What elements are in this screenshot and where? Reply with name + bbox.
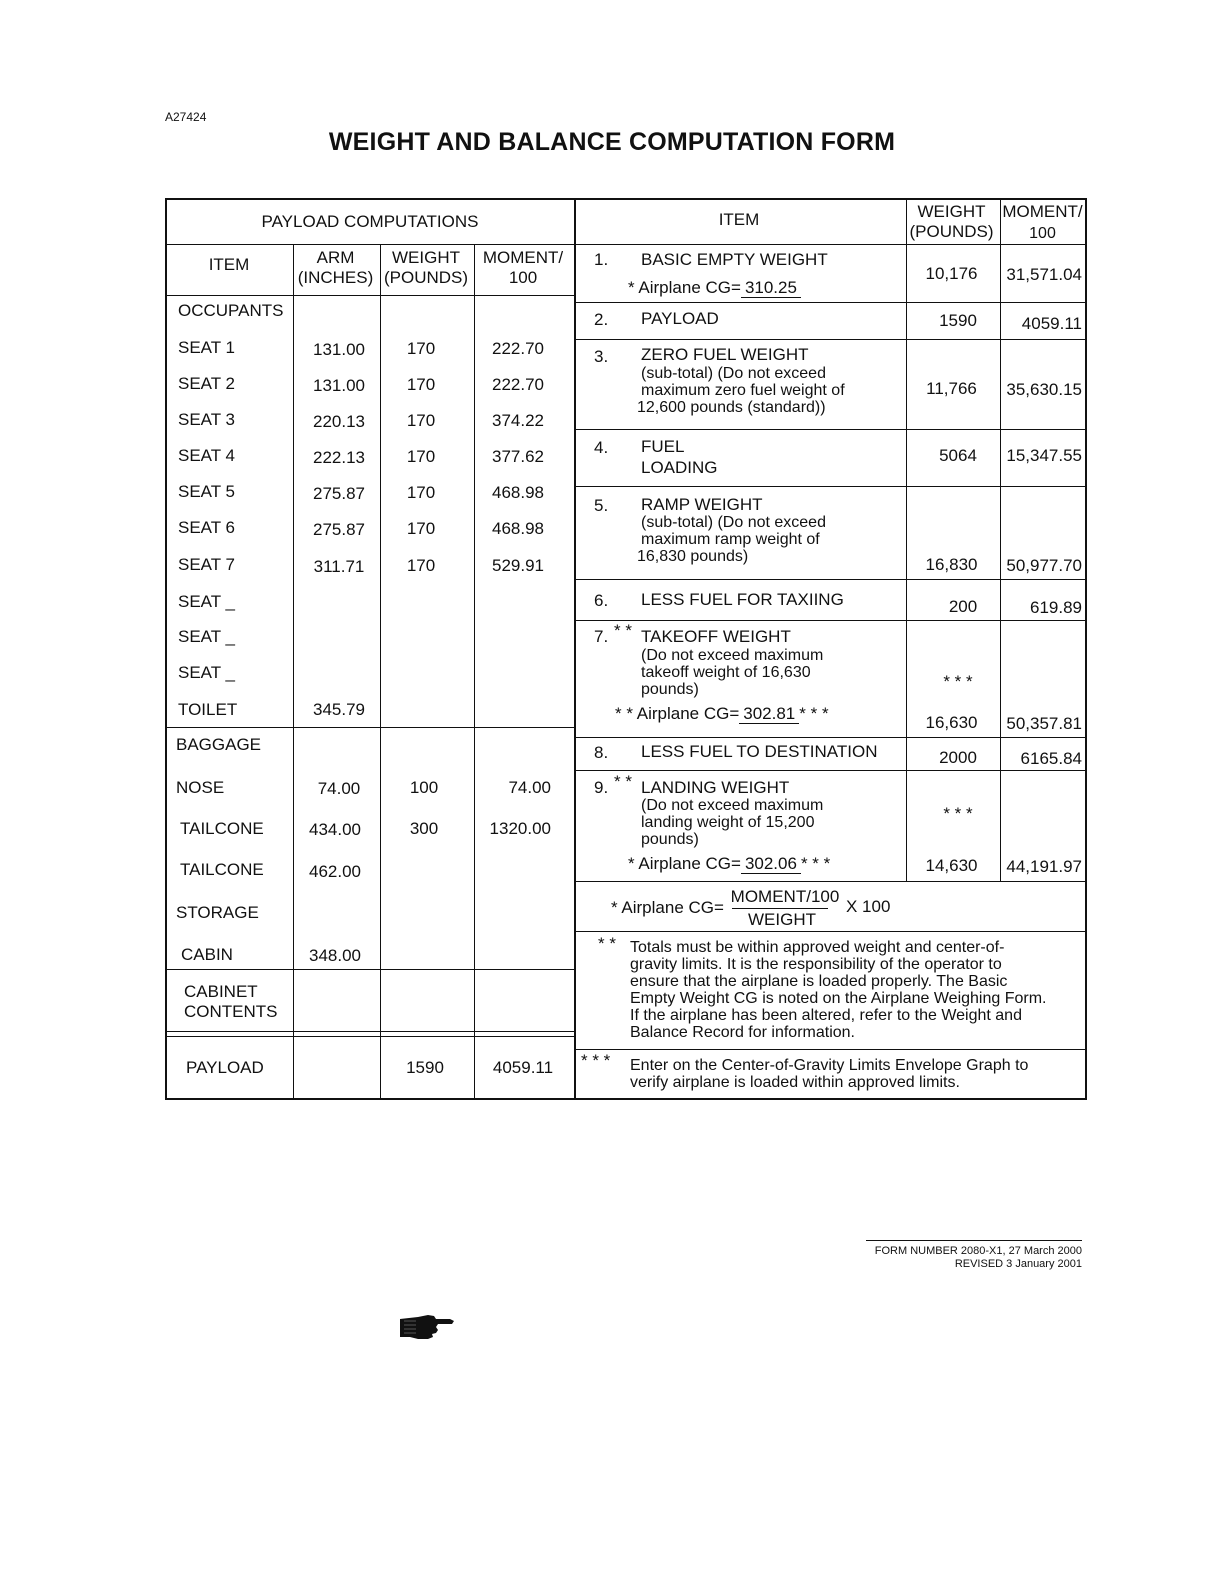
row-arm: 131.00 <box>313 376 365 395</box>
occupants-label: OCCUPANTS <box>178 301 284 320</box>
row-arm: 345.79 <box>313 700 365 719</box>
row-number: 8. <box>594 743 609 762</box>
payload-header-weight: WEIGHT <box>392 248 460 267</box>
row-moment: 4059.11 <box>1021 314 1082 333</box>
note-line: ensure that the airplane is loaded properly. The Basic <box>630 973 1008 990</box>
row-moment: 50,977.70 <box>1006 556 1082 575</box>
row-weight: 1590 <box>939 311 977 330</box>
revision-date: REVISED 3 January 2001 <box>954 1258 1082 1270</box>
row-weight: 170 <box>406 483 436 502</box>
row-note: (Do not exceed maximum <box>641 797 824 814</box>
row-item: SEAT 2 <box>178 374 236 393</box>
note-line: If the airplane has been altered, refer to the Weight and <box>630 1007 1022 1024</box>
cg-value: 302.81 <box>739 704 799 724</box>
row-number: 3. <box>594 347 609 366</box>
cabinet-contents-label: CONTENTS <box>184 1002 278 1021</box>
row-note: (sub-total) (Do not exceed <box>641 514 826 531</box>
row-note: pounds) <box>641 681 699 698</box>
row-item: SEAT 6 <box>178 518 236 537</box>
row-weight: 16,630 <box>925 713 978 732</box>
row-item: SEAT _ <box>178 663 236 682</box>
formula-prefix: * Airplane CG= <box>611 898 724 917</box>
row-weight: 170 <box>406 375 436 394</box>
row-weight: 170 <box>406 339 436 358</box>
summary-header-weight: WEIGHT <box>917 202 986 221</box>
weight-asterisks: * * * <box>943 672 973 691</box>
cg-suffix: * * * <box>800 854 831 873</box>
row-moment: 6165.84 <box>1020 749 1082 768</box>
row-label: FUEL <box>641 437 685 456</box>
row-label: LOADING <box>641 458 718 477</box>
row-item: TAILCONE <box>180 819 264 838</box>
row-label: ZERO FUEL WEIGHT <box>641 345 809 364</box>
form-number: FORM NUMBER 2080-X1, 27 March 2000 <box>874 1245 1082 1257</box>
row-note: 16,830 pounds) <box>637 548 749 565</box>
row-label: PAYLOAD <box>641 309 719 328</box>
row-moment: 222.70 <box>492 339 544 358</box>
row-moment: 468.98 <box>492 519 544 538</box>
row-moment: 74.00 <box>508 778 551 797</box>
row-moment: 35,630.15 <box>1006 380 1082 399</box>
row-number: 6. <box>594 591 609 610</box>
row-number: 1. <box>594 250 609 269</box>
row-note: landing weight of 15,200 <box>641 814 815 831</box>
row-weight: 200 <box>948 597 978 616</box>
row-moment: 15,347.55 <box>1006 446 1082 465</box>
row-arm: 131.00 <box>313 340 365 359</box>
form-number-footer <box>866 1240 1082 1271</box>
double-asterisk: * * <box>614 772 632 791</box>
note-line: Empty Weight CG is noted on the Airplane Weighing Form. <box>630 990 1047 1007</box>
row-moment: 50,357.81 <box>1006 714 1082 733</box>
note-line: gravity limits. It is the responsibility of the operator to <box>630 956 1002 973</box>
payload-header-moment-unit: 100 <box>508 268 538 287</box>
row-arm: 220.13 <box>313 412 365 431</box>
row-weight: 100 <box>409 778 439 797</box>
row-weight: 170 <box>406 411 436 430</box>
cg-prefix: * Airplane CG= <box>628 854 741 873</box>
row-weight: 170 <box>406 519 436 538</box>
row-arm: 275.87 <box>313 520 365 539</box>
row-moment: 619.89 <box>1030 598 1082 617</box>
row-moment: 529.91 <box>492 556 544 575</box>
summary-header-moment: MOMENT/ <box>1002 202 1083 221</box>
row-moment: 1320.00 <box>489 819 551 838</box>
note-marker: * * <box>598 934 616 953</box>
row-label: LESS FUEL FOR TAXIING <box>641 590 844 609</box>
summary-header-item: ITEM <box>718 210 760 229</box>
row-label: RAMP WEIGHT <box>641 495 763 514</box>
document-id: A27424 <box>165 110 207 124</box>
row-weight: 170 <box>406 447 436 466</box>
payload-header-item: ITEM <box>208 255 250 274</box>
row-note: maximum ramp weight of <box>641 531 820 548</box>
row-label: BASIC EMPTY WEIGHT <box>641 250 828 269</box>
row-item: SEAT 4 <box>178 446 236 465</box>
cg-suffix: * * * <box>799 704 829 723</box>
row-item: SEAT _ <box>178 592 236 611</box>
row-item: PAYLOAD <box>186 1058 264 1077</box>
note-line: Balance Record for information. <box>630 1024 855 1041</box>
summary-header-moment-unit: 100 <box>1029 225 1056 242</box>
row-arm: 311.71 <box>313 557 365 576</box>
row-note: (sub-total) (Do not exceed <box>641 365 826 382</box>
row-weight: 2000 <box>939 748 977 767</box>
cg-prefix: * * Airplane CG= <box>615 704 740 723</box>
note-line: Totals must be within approved weight and center-of- <box>630 939 1005 956</box>
row-weight: 11,766 <box>926 379 977 398</box>
formula-denominator: WEIGHT <box>748 910 816 929</box>
row-item: SEAT 7 <box>178 555 236 574</box>
row-weight: 1590 <box>406 1058 444 1077</box>
row-moment: 377.62 <box>492 447 544 466</box>
row-arm: 462.00 <box>309 862 361 881</box>
row-item: SEAT 5 <box>178 482 236 501</box>
row-note: maximum zero fuel weight of <box>641 382 845 399</box>
pointing-hand-icon <box>398 1313 456 1341</box>
formula-suffix: X 100 <box>846 897 891 916</box>
row-number: 2. <box>594 310 609 329</box>
payload-header-arm: ARM <box>316 248 355 267</box>
row-arm: 275.87 <box>313 484 365 503</box>
summary-header-weight-unit: (POUNDS) <box>909 222 994 241</box>
note-line: Enter on the Center-of-Gravity Limits Envelope Graph to <box>630 1057 1029 1074</box>
row-moment: 4059.11 <box>492 1058 554 1077</box>
row-note: takeoff weight of 16,630 <box>641 664 811 681</box>
row-item: SEAT 1 <box>178 338 236 357</box>
row-arm: 74.00 <box>317 779 361 798</box>
cg-value: 302.06 <box>741 854 801 874</box>
row-weight: 10,176 <box>925 264 978 283</box>
formula-numerator: MOMENT/100 <box>730 887 840 906</box>
row-moment: 222.70 <box>492 375 544 394</box>
row-arm: 434.00 <box>309 820 361 839</box>
row-label: LESS FUEL TO DESTINATION <box>641 742 878 761</box>
row-item: SEAT _ <box>178 627 236 646</box>
page-title: WEIGHT AND BALANCE COMPUTATION FORM <box>328 128 896 156</box>
baggage-label: BAGGAGE <box>176 735 262 754</box>
row-moment: 374.22 <box>492 411 544 430</box>
cg-prefix: * Airplane CG= <box>628 278 741 297</box>
payload-header-weight-unit: (POUNDS) <box>383 268 469 287</box>
row-note: (Do not exceed maximum <box>641 647 824 664</box>
row-item: TOILET <box>178 700 238 719</box>
row-item: CABIN <box>181 945 233 964</box>
row-item: STORAGE <box>176 903 259 922</box>
note-line: verify airplane is loaded within approved limits. <box>630 1074 960 1091</box>
fraction-bar <box>732 908 828 909</box>
cabinet-label: CABINET <box>184 982 258 1001</box>
row-moment: 468.98 <box>492 483 544 502</box>
row-number: 4. <box>594 438 609 457</box>
row-label: LANDING WEIGHT <box>641 778 790 797</box>
row-arm: 348.00 <box>309 946 361 965</box>
row-number: 5. <box>594 496 609 515</box>
row-weight: 170 <box>406 556 436 575</box>
row-item: SEAT 3 <box>178 410 236 429</box>
row-item: NOSE <box>176 778 225 797</box>
weight-asterisks: * * * <box>943 804 973 823</box>
row-weight: 14,630 <box>925 856 978 875</box>
row-note: 12,600 pounds (standard)) <box>637 399 826 416</box>
row-number: 9. <box>594 778 609 797</box>
row-label: TAKEOFF WEIGHT <box>641 627 791 646</box>
payload-header-arm-unit: (INCHES) <box>297 268 374 287</box>
payload-header-moment: MOMENT/ <box>482 248 564 267</box>
double-asterisk: * * <box>614 621 632 640</box>
row-weight: 16,830 <box>925 555 978 574</box>
row-moment: 44,191.97 <box>1006 857 1082 876</box>
note-marker: * * * <box>581 1051 611 1070</box>
row-weight: 300 <box>409 819 439 838</box>
cg-value: 310.25 <box>741 278 801 298</box>
row-number: 7. <box>594 627 609 646</box>
row-item: TAILCONE <box>180 860 264 879</box>
row-arm: 222.13 <box>313 448 365 467</box>
payload-computations-title: PAYLOAD COMPUTATIONS <box>261 212 479 231</box>
row-note: pounds) <box>641 831 699 848</box>
row-weight: 5064 <box>939 446 977 465</box>
row-moment: 31,571.04 <box>1006 265 1082 284</box>
